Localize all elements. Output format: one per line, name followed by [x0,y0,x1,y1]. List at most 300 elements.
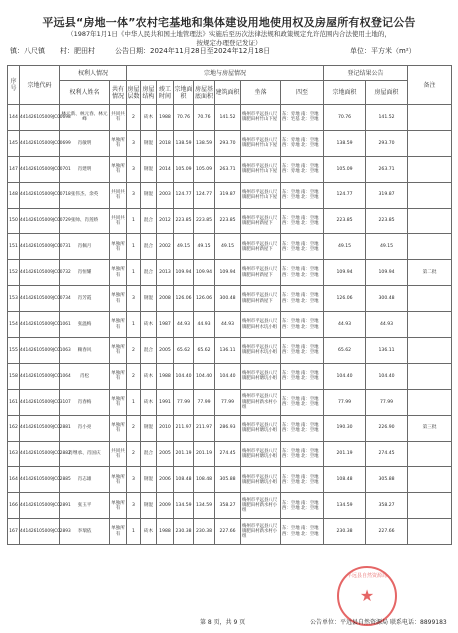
cell-land-area: 65.62 [174,338,194,364]
cell-base-area: 77.99 [194,389,215,415]
cell-code: 441426105009JC01063 [20,338,60,364]
cell-boundary: 东：空地 南：空地 西：空地 北：空地 [281,493,324,519]
cell-floors: 2 [127,415,141,441]
header-seat: 坐落 [241,81,281,105]
cell-reg-land-area: 190.30 [324,415,366,441]
cell-year: 2002 [157,234,174,260]
cell-boundary: 东：空地 南：空地 西：空地 北：空地 [281,415,324,441]
cell-seq: 152 [8,260,20,286]
cell-boundary: 东：空地 南：空地 西：空地 北：空地 [281,234,324,260]
cell-boundary: 东：空地 南：空地 西：空地 北：空地 [281,312,324,338]
cell-seat: 梅州市平远县八尺镇肥田村塘坑小组 [241,467,281,493]
cell-code: 441426105009JC02893 [20,519,60,545]
page-title: 平远县“房地一体”农村宅基地和集体建设用地使用权及房屋所有权登记公告 [42,16,416,29]
cell-base-area: 230.38 [194,519,215,545]
cell-reg-land-area: 134.59 [324,493,366,519]
cell-structure: 砖木 [141,105,157,131]
cell-seq: 163 [8,441,20,467]
cell-remark: 第三批 [408,415,452,441]
cell-seat: 梅州市平远县八尺镇肥田村塘坑小组 [241,363,281,389]
cell-reg-house-area: 104.40 [366,363,408,389]
cell-boundary: 东：空地 南：空地 西：空地 北：空地 [281,519,324,545]
cell-remark: 第二批 [408,260,452,286]
cell-owner: 张帅、肖莲娇 [60,208,110,234]
cell-seq: 158 [8,363,20,389]
cell-co-owner: 单独所有 [110,234,127,260]
cell-structure: 混合 [141,338,157,364]
cell-reg-house-area: 300.48 [366,286,408,312]
cell-reg-house-area: 141.52 [366,105,408,131]
cell-co-owner: 单独所有 [110,260,127,286]
cell-land-area: 223.85 [174,208,194,234]
cell-structure: 混合 [141,234,157,260]
header-floors: 房屋层数 [127,81,141,105]
cell-seat: 梅州市平远县八尺镇肥田村水坑小组 [241,312,281,338]
cell-land-area: 108.48 [174,467,194,493]
cell-co-owner: 单独所有 [110,363,127,389]
cell-reg-house-area: 293.70 [366,130,408,156]
cell-reg-land-area: 49.15 [324,234,366,260]
cell-build-area: 49.15 [215,234,241,260]
cell-base-area: 104.40 [194,363,215,389]
cell-structure: 砖木 [141,389,157,415]
cell-seq: 153 [8,286,20,312]
cell-seat: 梅州市平远县八尺镇肥田村水坑小组 [241,338,281,364]
header-build-area: 建筑面积 [215,81,241,105]
table-row [8,415,452,441]
cell-year: 2013 [157,260,174,286]
cell-co-owner: 共同共有 [110,441,127,467]
cell-build-area: 358.27 [215,493,241,519]
cell-build-area: 109.94 [215,260,241,286]
cell-co-owner: 单独所有 [110,389,127,415]
cell-floors: 1 [127,389,141,415]
cell-year: 2006 [157,467,174,493]
table-row [8,208,452,234]
cell-co-owner: 单独所有 [110,130,127,156]
cell-boundary: 东：旁地 南：空地 西：宅基 北：空地 [281,105,324,131]
cell-owner: 肖建明 [60,156,110,182]
cell-co-owner: 共同共有 [110,182,127,208]
cell-seat: 梅州市平远县八尺镇肥田村新屋下 [241,260,281,286]
cell-co-owner: 单独所有 [110,156,127,182]
cell-reg-house-area: 49.15 [366,234,408,260]
cell-land-area: 201.19 [174,441,194,467]
cell-land-area: 49.15 [174,234,194,260]
cell-code: 441426105009JC00698 [20,105,60,131]
cell-reg-land-area: 105.09 [324,156,366,182]
cell-reg-house-area: 109.94 [366,260,408,286]
cell-floors: 1 [127,519,141,545]
cell-reg-land-area: 108.48 [324,467,366,493]
cell-remark [408,441,452,467]
cell-year: 2008 [157,286,174,312]
cell-floors: 3 [127,156,141,182]
cell-floors: 2 [127,338,141,364]
cell-reg-house-area: 227.66 [366,519,408,545]
cell-code: 441426105009JC00731 [20,234,60,260]
cell-structure: 钢混 [141,415,157,441]
cell-reg-land-area: 138.59 [324,130,366,156]
cell-seq: 145 [8,130,20,156]
cell-code: 441426105009JC00699 [20,130,60,156]
header-owner-group: 权利人情况 [60,66,127,81]
header-reg-house-area: 房屋面积 [366,81,408,105]
cell-land-area: 138.59 [174,130,194,156]
cell-code: 441426105009JC00701 [20,156,60,182]
cell-reg-house-area: 223.85 [366,208,408,234]
cell-reg-land-area: 201.19 [324,441,366,467]
cell-remark [408,105,452,131]
cell-co-owner: 单独所有 [110,338,127,364]
cell-reg-land-area: 223.85 [324,208,366,234]
cell-year: 2003 [157,182,174,208]
publisher: 公告单位：平远县自然资源局 [310,619,389,626]
cell-seq: 164 [8,467,20,493]
meta-period: 公告日期：2024年11月28日至2024年12月18日 [115,47,271,55]
cell-code: 441426105009JC00718 [20,182,60,208]
cell-seq: 162 [8,415,20,441]
cell-structure: 钢混 [141,182,157,208]
cell-reg-house-area: 274.45 [366,441,408,467]
cell-seq: 167 [8,519,20,545]
cell-year: 2009 [157,493,174,519]
table-row [8,441,452,467]
cell-land-area: 104.40 [174,363,194,389]
cell-year: 1988 [157,105,174,131]
cell-base-area: 109.94 [194,260,215,286]
cell-floors: 1 [127,260,141,286]
cell-base-area: 134.59 [194,493,215,519]
cell-reg-land-area: 70.76 [324,105,366,131]
cell-boundary: 东：空地 南：空地 西：空地 北：空地 [281,467,324,493]
cell-code: 441426105009JC02881 [20,415,60,441]
cell-build-area: 286.93 [215,415,241,441]
cell-boundary: 东：空地 南：空地 西：空地 北：空地 [281,389,324,415]
table-row [8,105,452,131]
cell-land-area: 126.06 [174,286,194,312]
cell-structure: 混合 [141,260,157,286]
cell-seat: 梅州市平远县八尺镇肥田村新水村小组 [241,493,281,519]
table-row [8,389,452,415]
cell-co-owner: 单独所有 [110,415,127,441]
cell-seat: 梅州市平远县八尺镇肥田村竹山下屋 [241,130,281,156]
cell-code: 441426105009JC01061 [20,312,60,338]
cell-co-owner: 单独所有 [110,286,127,312]
cell-seat: 梅州市平远县八尺镇肥田村新屋下 [241,234,281,260]
cell-floors: 2 [127,441,141,467]
cell-boundary: 东：空地 南：空地 西：空地 北：空地 [281,208,324,234]
cell-base-area: 44.93 [194,312,215,338]
cell-reg-land-area: 126.06 [324,286,366,312]
contact-phone: 联系电话：8899183 [390,619,447,626]
cell-land-area: 211.97 [174,415,194,441]
cell-reg-land-area: 104.40 [324,363,366,389]
table-row [8,260,452,286]
cell-remark [408,234,452,260]
cell-seq: 166 [8,493,20,519]
cell-reg-land-area: 44.93 [324,312,366,338]
cell-build-area: 319.87 [215,182,241,208]
cell-land-area: 105.09 [174,156,194,182]
cell-base-area: 49.15 [194,234,215,260]
subtitle-line-1: （1987年1月1日《中华人民共和国土地管理法》实施后至历次法律法规和政策规定允许范围内合法使用土地的， [67,30,391,38]
header-seq: 序号 [8,66,20,105]
cell-year: 1988 [157,363,174,389]
cell-floors: 3 [127,182,141,208]
cell-co-owner: 单独所有 [110,493,127,519]
cell-owner: 肖继承、肖国庆 [60,441,110,467]
cell-code: 441426105009JC03107 [20,389,60,415]
cell-build-area: 136.11 [215,338,241,364]
header-base-area: 房屋基底面积 [194,81,215,105]
cell-build-area: 44.93 [215,312,241,338]
table-row [8,493,452,519]
cell-owner: 赖春风 [60,338,110,364]
cell-structure: 砖木 [141,363,157,389]
cell-co-owner: 共同共有 [110,208,127,234]
cell-owner: 张温梅 [60,312,110,338]
cell-reg-house-area: 263.71 [366,156,408,182]
cell-boundary: 东：空地 南：空地 西：空地 北：空地 [281,182,324,208]
cell-base-area: 211.97 [194,415,215,441]
cell-base-area: 138.59 [194,130,215,156]
table-row [8,130,452,156]
table-row [8,519,452,545]
cell-year: 1988 [157,519,174,545]
cell-floors: 2 [127,363,141,389]
cell-seq: 154 [8,312,20,338]
cell-remark [408,467,452,493]
table-row [8,182,452,208]
cell-floors: 2 [127,105,141,131]
cell-structure: 混合 [141,208,157,234]
cell-land-area: 134.59 [174,493,194,519]
cell-floors: 3 [127,286,141,312]
cell-reg-land-area: 77.99 [324,389,366,415]
cell-year: 2005 [157,441,174,467]
table-row [8,467,452,493]
cell-structure: 钢混 [141,286,157,312]
table-row [8,234,452,260]
cell-base-area: 108.48 [194,467,215,493]
cell-seat: 梅州市平远县八尺镇肥田村塘坑小组 [241,441,281,467]
cell-land-area: 77.99 [174,389,194,415]
cell-owner: 林元新、林元春、林元峰 [60,105,110,131]
cell-code: 441426105009JC02882 [20,441,60,467]
cell-reg-house-area: 44.93 [366,312,408,338]
registration-table [7,65,452,545]
cell-code: 441426105009JC01064 [20,363,60,389]
cell-reg-land-area: 109.94 [324,260,366,286]
header-year: 竣工时间 [157,81,174,105]
cell-code: 441426105009JC02891 [20,493,60,519]
cell-base-area: 105.09 [194,156,215,182]
cell-structure: 钢混 [141,156,157,182]
cell-structure: 混合 [141,441,157,467]
cell-boundary: 东：空地 南：空地 西：空地 北：空地 [281,363,324,389]
meta-town: 镇：八尺镇 [10,47,45,55]
cell-structure: 钢混 [141,130,157,156]
cell-remark [408,130,452,156]
cell-remark [408,519,452,545]
cell-reg-land-area: 230.38 [324,519,366,545]
cell-land-area: 109.94 [174,260,194,286]
cell-seq: 144 [8,105,20,131]
cell-base-area: 126.06 [194,286,215,312]
cell-build-area: 300.48 [215,286,241,312]
cell-code: 441426105009JC02885 [20,467,60,493]
cell-floors: 3 [127,493,141,519]
meta-unit: 单位：平方米（m²） [350,47,416,55]
header-co-owner: 共有情况 [110,81,127,105]
header-reg-land-area: 宗地面积 [324,81,366,105]
cell-year: 2010 [157,415,174,441]
cell-structure: 砖木 [141,519,157,545]
cell-seq: 148 [8,182,20,208]
cell-land-area: 124.77 [174,182,194,208]
cell-co-owner: 单独所有 [110,312,127,338]
cell-owner: 肖芳霞 [60,286,110,312]
cell-year: 2014 [157,156,174,182]
cell-reg-land-area: 65.62 [324,338,366,364]
cell-seat: 梅州市平远县八尺镇肥田村竹山下屋 [241,182,281,208]
header-land-area: 宗地面积 [174,81,194,105]
cell-base-area: 201.19 [194,441,215,467]
table-row [8,338,452,364]
cell-remark [408,312,452,338]
cell-boundary: 东：空地 南：空地 西：空地 北：空地 [281,441,324,467]
cell-seat: 梅州市平远县八尺镇肥田村塘坑小组 [241,415,281,441]
cell-reg-land-area: 124.77 [324,182,366,208]
cell-co-owner: 单独所有 [110,467,127,493]
cell-code: 441426105009JC00734 [20,286,60,312]
cell-owner: 肖敏明 [60,130,110,156]
table-row [8,363,452,389]
header-code: 宗地代码 [20,66,60,105]
cell-build-area: 263.71 [215,156,241,182]
subtitle-line-2: 按规定办理登记发证） [196,39,262,47]
cell-co-owner: 单独所有 [110,519,127,545]
cell-seq: 150 [8,208,20,234]
cell-owner: 肖恒耀 [60,260,110,286]
cell-owner: 肖松 [60,363,110,389]
header-boundary: 四至 [281,81,324,105]
cell-base-area: 124.77 [194,182,215,208]
cell-boundary: 东：空地 南：空地 西：空地 北：空地 [281,260,324,286]
cell-structure: 钢混 [141,467,157,493]
seal-ring-text: 平远县自然资源局 [346,573,387,579]
cell-land-area: 70.76 [174,105,194,131]
cell-seat: 梅州市平远县八尺镇肥田村新屋下 [241,208,281,234]
cell-year: 2012 [157,208,174,234]
cell-remark [408,182,452,208]
cell-reg-house-area: 358.27 [366,493,408,519]
table-row [8,156,452,182]
cell-seq: 147 [8,156,20,182]
table-row [8,312,452,338]
cell-floors: 3 [127,130,141,156]
cell-owner: 肖佩月 [60,234,110,260]
table-row [8,286,452,312]
cell-code: 441426105009JC00732 [20,260,60,286]
cell-year: 2005 [157,338,174,364]
cell-remark [408,493,452,519]
cell-year: 2018 [157,130,174,156]
cell-remark [408,286,452,312]
cell-seat: 梅州市平远县八尺镇肥田村竹山下屋 [241,156,281,182]
cell-land-area: 44.93 [174,312,194,338]
header-land-group: 宗地与房屋情况 [127,66,324,81]
page-number: 第 8 页，共 9 页 [200,619,246,626]
cell-build-area: 305.88 [215,467,241,493]
cell-reg-house-area: 226.90 [366,415,408,441]
cell-code: 441426105009JC00729 [20,208,60,234]
meta-village: 村：肥田村 [60,47,95,55]
cell-floors: 1 [127,312,141,338]
table-body [8,105,452,545]
cell-build-area: 77.99 [215,389,241,415]
cell-year: 1987 [157,312,174,338]
cell-remark [408,156,452,182]
cell-seq: 161 [8,389,20,415]
cell-boundary: 东：空地 南：空地 西：空地 北：空地 [281,338,324,364]
cell-build-area: 293.70 [215,130,241,156]
cell-floors: 1 [127,208,141,234]
cell-boundary: 东：空地 南：空地 西：旁地 北：空地 [281,156,324,182]
cell-owner: 肖小亮 [60,415,110,441]
cell-co-owner: 共同共有 [110,105,127,131]
cell-build-area: 104.40 [215,363,241,389]
cell-reg-house-area: 136.11 [366,338,408,364]
header-structure: 房屋结构 [141,81,157,105]
cell-owner: 张玉平 [60,493,110,519]
cell-boundary: 东：空地 南：空地 西：空地 北：空地 [281,286,324,312]
cell-year: 1991 [157,389,174,415]
cell-build-area: 274.45 [215,441,241,467]
cell-owner: 肖志雄 [60,467,110,493]
cell-remark [408,363,452,389]
cell-owner: 张伟杰、余英 [60,182,110,208]
cell-base-area: 223.85 [194,208,215,234]
cell-seat: 梅州市平远县八尺镇肥田村新水村小组 [241,389,281,415]
cell-remark [408,208,452,234]
cell-reg-house-area: 77.99 [366,389,408,415]
cell-base-area: 70.76 [194,105,215,131]
seal-star-icon: ★ [359,586,375,605]
cell-reg-house-area: 319.87 [366,182,408,208]
header-owner-name: 权利人姓名 [60,81,110,105]
cell-seq: 151 [8,234,20,260]
cell-remark [408,389,452,415]
cell-seq: 155 [8,338,20,364]
cell-reg-house-area: 305.88 [366,467,408,493]
cell-land-area: 230.38 [174,519,194,545]
cell-base-area: 65.62 [194,338,215,364]
cell-seat: 梅州市平远县八尺镇肥田村新水村小组 [241,519,281,545]
cell-boundary: 东：旁地 南：空地 西：旁地 北：空地 [281,130,324,156]
cell-floors: 1 [127,234,141,260]
cell-structure: 砖木 [141,312,157,338]
cell-build-area: 223.85 [215,208,241,234]
header-reg-group: 登记结果公告 [324,66,408,81]
cell-build-area: 141.52 [215,105,241,131]
cell-seat: 梅州市平远县八尺镇肥田村竹山下屋 [241,105,281,131]
cell-floors: 3 [127,467,141,493]
cell-remark [408,338,452,364]
cell-seat: 梅州市平远县八尺镇肥田村新屋下 [241,286,281,312]
cell-build-area: 227.66 [215,519,241,545]
